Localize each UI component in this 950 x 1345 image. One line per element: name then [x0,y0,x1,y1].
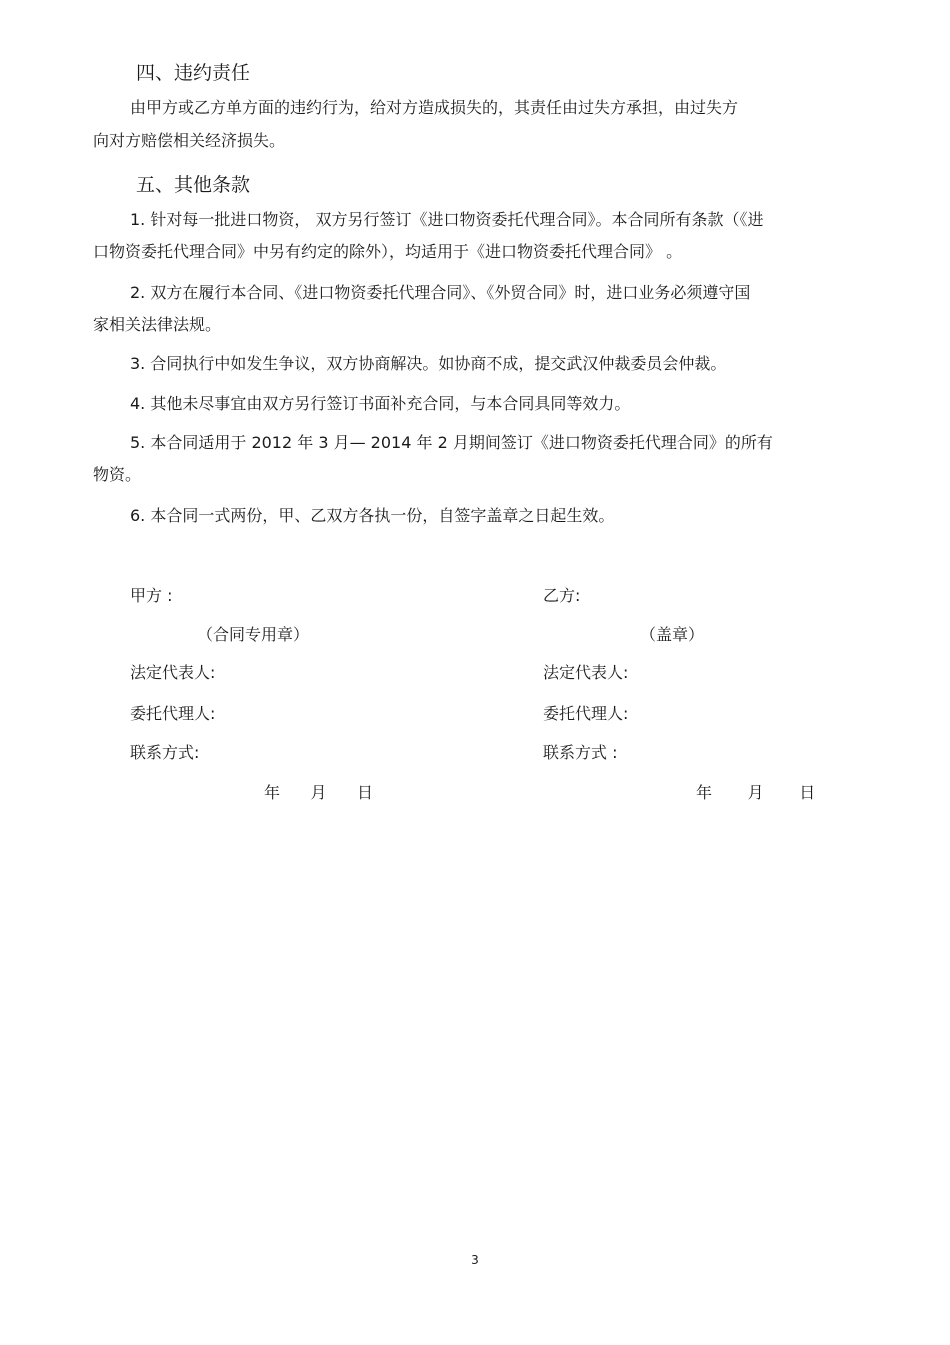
party-a-seal: （合同专用章） [197,625,310,644]
party-a-agent: 委托代理人: [130,704,216,723]
party-b-legal-rep: 法定代表人: [543,663,629,682]
party-b-date: 年 月 日 [696,783,816,802]
section-4-line-1: 由甲方或乙方单方面的违约行为，给对方造成损失的，其责任由过失方承担，由过失方 [130,98,739,117]
clause-3-line-1: 3. 合同执行中如发生争议，双方协商解决。如协商不成，提交武汉仲裁委员会仲裁。 [130,354,727,373]
clause-2-line-2: 家相关法律法规。 [93,315,222,334]
party-a-label: 甲方 : [130,586,173,605]
party-a-legal-rep: 法定代表人: [130,663,216,682]
party-a-contact: 联系方式: [130,743,200,762]
section-5-heading: 五、其他条款 [136,174,251,196]
party-a-date: 年 月 日 [264,783,374,802]
party-b-contact: 联系方式 : [543,743,618,762]
section-4-heading: 四、违约责任 [136,62,251,84]
party-b-agent: 委托代理人: [543,704,629,723]
clause-6-line-1: 6. 本合同一式两份，甲、乙双方各执一份，自签字盖章之日起生效。 [130,506,615,525]
clause-5-line-1: 5. 本合同适用于 2012 年 3 月— 2014 年 2 月期间签订《进口物资委托代理合同》的所有 [130,433,773,452]
page-number: 3 [471,1253,479,1267]
clause-1-line-2: 口物资委托代理合同》中另有约定的除外），均适用于《进口物资委托代理合同》 。 [93,242,683,261]
party-b-seal: （盖章） [640,625,705,644]
clause-4-line-1: 4. 其他未尽事宜由双方另行签订书面补充合同，与本合同具同等效力。 [130,394,631,413]
section-4-line-2: 向对方赔偿相关经济损失。 [93,131,286,150]
clause-5-line-2: 物资。 [93,465,142,484]
clause-1-line-1: 1. 针对每一批进口物资， 双方另行签订《进口物资委托代理合同》。本合同所有条款（《进 [130,210,764,229]
clause-2-line-1: 2. 双方在履行本合同、《进口物资委托代理合同》、《外贸合同》时，进口业务必须遵守国 [130,283,751,302]
party-b-label: 乙方: [543,586,581,605]
